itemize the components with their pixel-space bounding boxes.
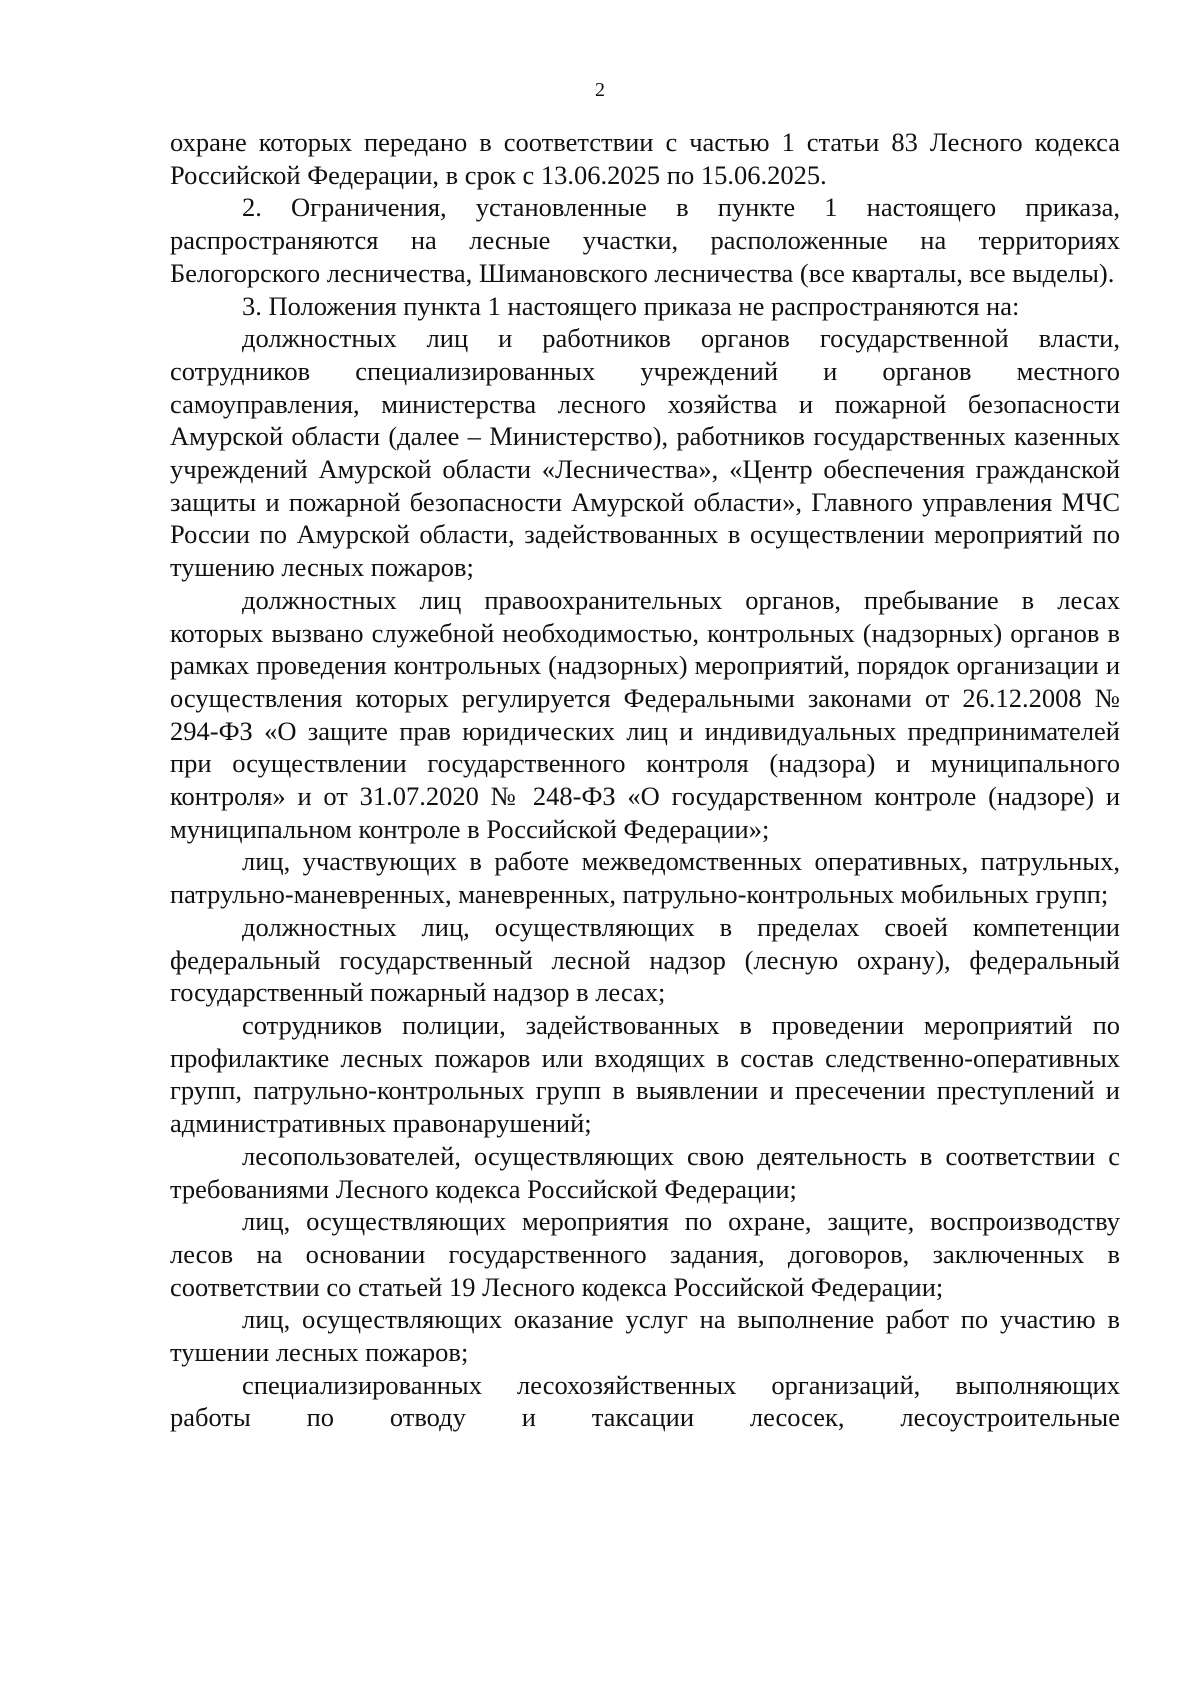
document-body — [170, 126, 1120, 1434]
paragraph-exception: лиц, осуществляющих мероприятия по охране, защите, воспроизводству лесов на основании государственного задания, договоров, заключенных в соответствии со статьей 19 Лесного кодекса Российской Федерации; — [170, 1206, 1120, 1302]
paragraph-exception: должностных лиц и работников органов государственной власти, сотрудников специализированных учреждений и органов местного самоуправления, министерства лесного хозяйства и пожарной безопасности Амурской области (далее – Министерство), работников государственных казенных учреждений Амурской области «Лесничества», «Центр обеспечения гражданской защиты и пожарной безопасности Амурской области», Главного управления МЧС России по Амурской области, задействованных в осуществлении мероприятий по тушению лесных пожаров; — [170, 323, 1120, 583]
page-number: 2 — [595, 79, 605, 101]
paragraph-exception: должностных лиц правоохранительных органов, пребывание в лесах которых вызвано служебной необходимостью, контрольных (надзорных) органов в рамках проведения контрольных (надзорных) мероприятий, порядок организации и осуществления которых регулируется Федеральными законами от 26.12.2008 № 294-ФЗ «О защите прав юридических лиц и индивидуальных предпринимателей при осуществлении государственного контроля (надзора) и муниципального контроля» и от 31.07.2020 № 248-ФЗ «О государственном контроле (надзоре) и муниципальном контроле в Российской Федерации»; — [170, 584, 1120, 844]
paragraph-item-3: 3. Положения пункта 1 настоящего приказа не распространяются на: — [242, 290, 1020, 321]
paragraph-exception: должностных лиц, осуществляющих в пределах своей компетенции федеральный государственный лесной надзор (лесную охрану), федеральный государственный пожарный надзор в лесах; — [170, 911, 1120, 1008]
paragraph-continuation: охране которых передано в соответствии с частью 1 статьи 83 Лесного кодекса Российской Федерации, в срок с 13.06.2025 по 15.06.2025. — [170, 127, 1120, 190]
paragraph-exception: лиц, осуществляющих оказание услуг на выполнение работ по участию в тушении лесных пожаров; — [170, 1304, 1120, 1368]
paragraph-exception: лиц, участвующих в работе межведомственных оперативных, патрульных, патрульно-маневренных, маневренных, патрульно-контрольных мобильных групп; — [170, 846, 1120, 910]
paragraph-exception: специализированных лесохозяйственных организаций, выполняющих работы по отводу и таксации лесосек, лесоустроительные — [170, 1369, 1120, 1433]
paragraph-exception: лесопользователей, осуществляющих свою деятельность в соответствии с требованиями Лесного кодекса Российской Федерации; — [170, 1140, 1120, 1204]
paragraph-exception: сотрудников полиции, задействованных в проведении мероприятий по профилактике лесных пожаров или входящих в состав следственно-оперативных групп, патрульно-контрольных групп в выявлении и пресечении преступлений и административных правонарушений; — [170, 1009, 1120, 1139]
paragraph-item-2: 2. Ограничения, установленные в пункте 1 настоящего приказа, распространяются на лесные участки, расположенные на территориях Белогорского лесничества, Шимановского лесничества (все кварталы, все выделы). — [170, 192, 1120, 288]
